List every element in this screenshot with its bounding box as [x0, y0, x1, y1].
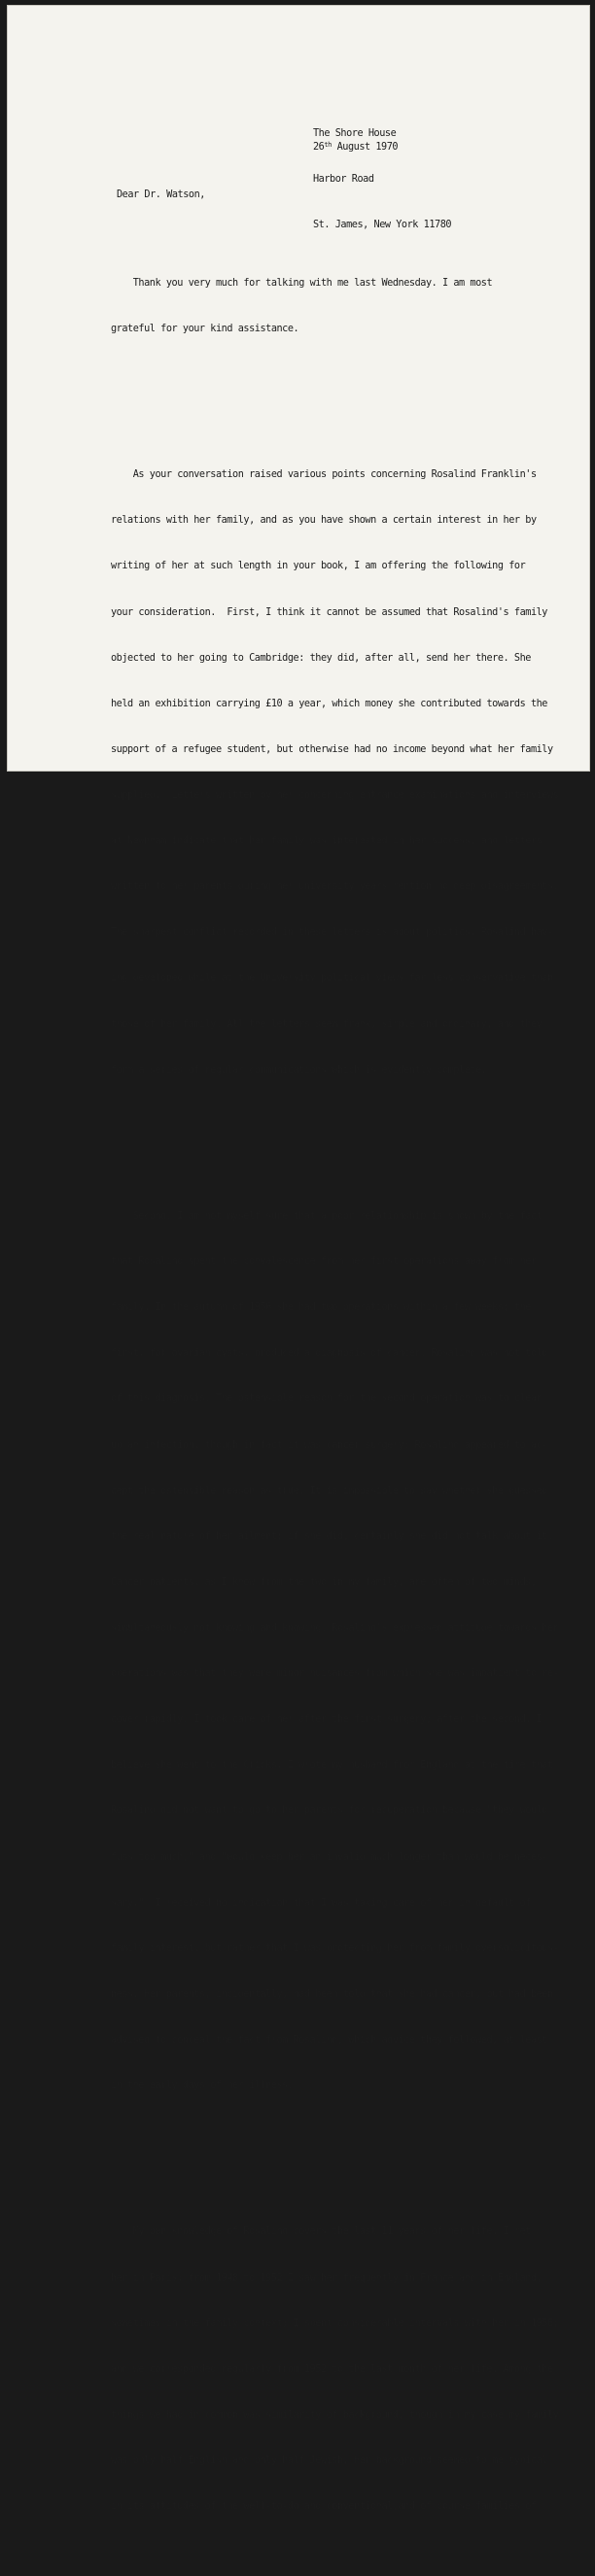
text-line: ing developed while at the University political views far less conservative than: [111, 973, 553, 984]
text-line: My own knowledge of Rosalind covers the last 11 years of her life. I met: [111, 2226, 531, 2238]
text-line: operations was that they were minor nuisances from which she was impatient to re-: [111, 1668, 559, 1680]
address-line: St. James, New York 11780: [313, 220, 452, 231]
date-suffix: th: [324, 141, 332, 149]
text-line: those of her family. All the letters seem frank, simple and ordinary, and they: [111, 1018, 542, 1030]
text-line: at Newnham indicate that her family was interested in her success, and letters: [111, 836, 542, 847]
address-line: Harbor Road: [313, 173, 374, 185]
letter-page: [7, 5, 590, 2513]
paragraph: [111, 1179, 558, 2125]
text-line: first, for ovarian cysts, produced a diagnosis of cancer. Rosalind was not told: [111, 1348, 547, 1359]
text-line: The sharpest conflict recorded in these letters is about politics, Rosalind hav-: [111, 927, 553, 939]
text-line: Rosalind did not want to go to her parents for recuperation because "they would: [111, 1805, 547, 1817]
paragraph: [111, 2194, 558, 2545]
text-line: of this diagnosis. The ostensible reason for the second operation was to clear: [111, 1393, 542, 1405]
text-line: the real nature of her ailment; if she did, certainly she did not talk about it.: [111, 1530, 553, 1542]
text-line: writing of her at such length in your book, I am offering the following for: [111, 561, 526, 572]
text-line: supplied. Letters written by her concerning entrance examinations and interviews: [111, 790, 559, 802]
text-line: her in Paris; from 1948 to 1952 I saw her frequently in France and in England,: [111, 2272, 542, 2284]
text-line: Thank you very much for talking with me last Wednesday. I am most: [111, 277, 493, 289]
text-line: Second, I am not myself sure that a poor relationship is shown by the fact: [111, 1211, 542, 1221]
text-line: advised to conceal the fact from Rosalind, which advice they followed, at least: [111, 2034, 547, 2045]
text-line: form a series of regular communications which is evidently complete.: [111, 1064, 487, 1076]
text-line: and we corresponded regularly from 1952 to the last month of her life. Among the: [111, 2363, 553, 2375]
text-line: grateful for your kind assistance.: [111, 323, 299, 334]
letter-date: [313, 138, 398, 155]
text-line: sary." I received no indication that I was taking care of her in default of: [111, 1897, 531, 1908]
text-line: ness. Her parents, incidentally, had been told that she had cancer, but had been: [111, 1988, 553, 2000]
paragraph: [111, 437, 558, 1109]
date-day: 26: [313, 142, 325, 153]
text-line: cover rapidly. I took care of her after the first surgery; after the second, I: [111, 1714, 542, 1726]
text-line: sometimes in the family context; I spent considerable intervals with her in 1956;: [111, 2318, 559, 2329]
text-line: fuss too much," and "would keep her an invalid much longer than would be neces-: [111, 1851, 547, 1863]
text-line: As your conversation raised various points concerning Rosalind Franklin's: [111, 469, 537, 481]
salutation: Dear Dr. Watson,: [117, 189, 205, 200]
text-line: objected to her going to Cambridge: they did, after all, send her there. She: [111, 652, 531, 664]
text-line: your consideration. First, I think it cannot be assumed that Rosalind's family: [111, 606, 547, 618]
text-line: family interest, but rather that I was protecting her from family oversolicitous-: [111, 1942, 559, 1954]
date-rest: August 1970: [331, 142, 399, 153]
letter-body: [111, 215, 558, 2576]
text-line: things we had in common was similarity of background, though in my case my family: [111, 2409, 559, 2421]
text-line: in the early days of her illness.: [111, 2080, 294, 2092]
text-line: was only half English and only half Jewish. Her background seemed to me typical: [111, 2455, 547, 2466]
text-line: support of a refugee student, but otherwise had no income beyond what her family: [111, 743, 553, 755]
text-line: simultaneously not knowing and knowing. Rosalind's expressed attitude towards her: [111, 1622, 559, 1633]
text-line: believe she went to the Cricks. I wrote my husband from England at the time that: [111, 1760, 553, 1771]
text-line: Cancer patients, as I know from the two in my family, are often of two minds,: [111, 1576, 537, 1588]
text-line: held an exhibition carrying £10 a year, which money she contributed towards the: [111, 698, 547, 709]
text-line: in its attitudes of the well-to-do and conventional,and of course families of: [111, 2501, 537, 2513]
paragraph: [111, 245, 558, 367]
text-line: cept the ostensible reason as true. It is impossible to say whether she guessed: [111, 1485, 547, 1496]
text-line: up an infection, though in fact it was cancer surgery: Rosalind appeared to ac-: [111, 1439, 547, 1451]
text-line: relations with her family, and as you have shown a certain interest in her by: [111, 515, 537, 527]
text-line: that Rosalind spent the convalescence from her first operations away from her: [111, 1256, 537, 1268]
text-line: family. In the autumn of 1956 she had two operations within a few weeks; the: [111, 1302, 531, 1314]
text-line: written to her parents during her university years mention no deep disagreements.: [111, 881, 559, 893]
address-line: The Shore House: [313, 127, 397, 139]
